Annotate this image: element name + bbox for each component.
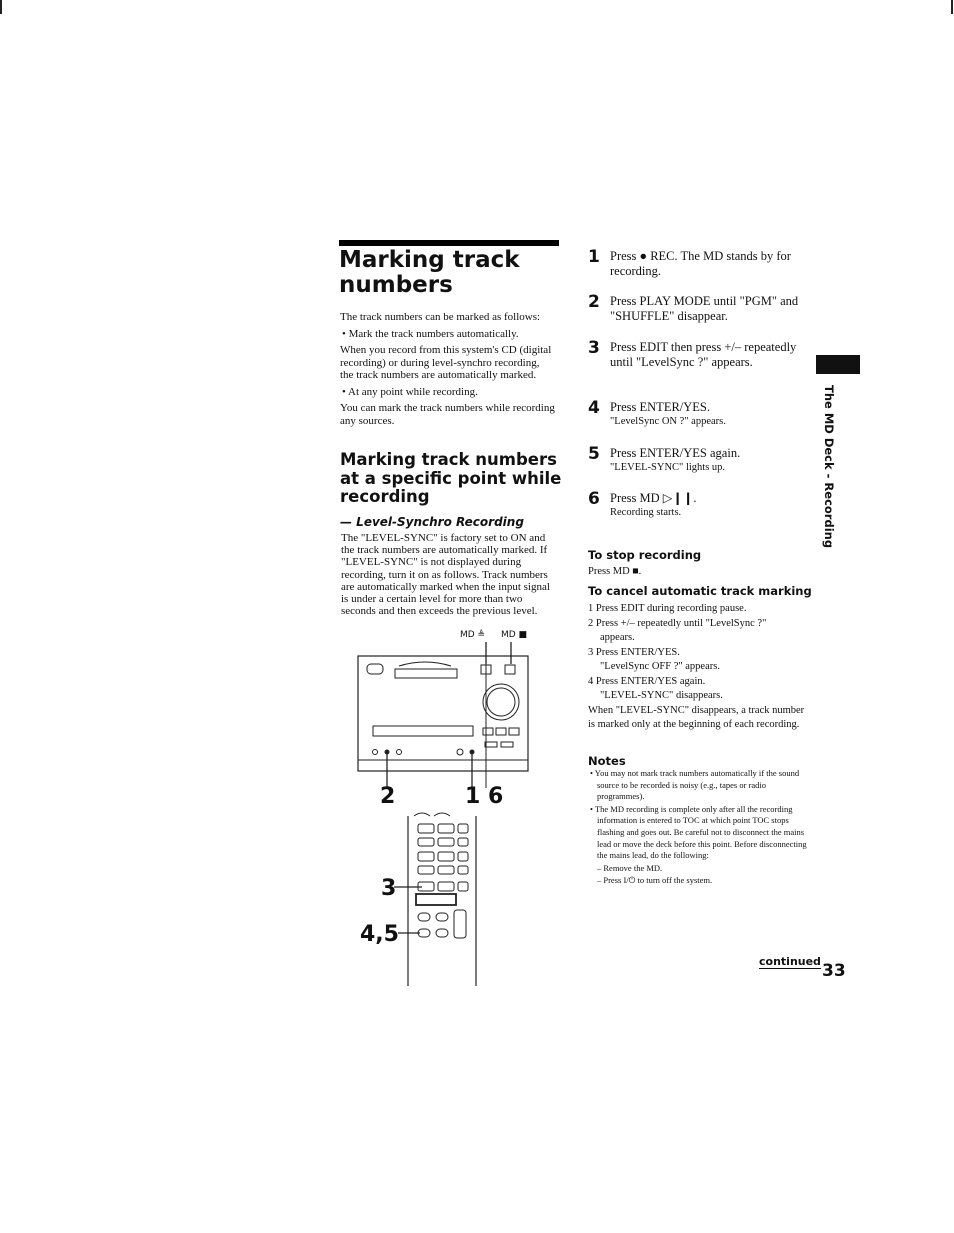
step-text: Press PLAY MODE until "PGM" and "SHUFFLE" disappear. bbox=[610, 294, 799, 323]
step-5 bbox=[588, 444, 813, 480]
cancel-step-number: 2 bbox=[588, 617, 594, 629]
step-3 bbox=[588, 338, 813, 388]
cancel-step-text: Press ENTER/YES again. bbox=[595, 675, 706, 687]
step-body bbox=[610, 491, 810, 519]
title-rule bbox=[339, 240, 559, 246]
step-text: Press MD ▷❙❙. bbox=[610, 491, 697, 505]
intro-paragraph: You can mark the track numbers while recording any sources. bbox=[340, 402, 555, 427]
step-4 bbox=[588, 398, 813, 434]
step-text: Press ENTER/YES. bbox=[610, 400, 710, 414]
section-heading: Marking track numbers at a specific point while recording bbox=[340, 450, 562, 506]
page-number: 33 bbox=[822, 961, 846, 981]
md-eject-label: MD ≜ bbox=[460, 630, 486, 640]
cancel-step bbox=[588, 602, 813, 617]
step-note: "LEVEL-SYNC" lights up. bbox=[610, 462, 726, 473]
deck-drawing bbox=[355, 642, 535, 790]
section-tab-marker bbox=[816, 355, 860, 374]
step-number: 4 bbox=[588, 398, 600, 418]
step-body bbox=[610, 400, 810, 428]
step-number: 5 bbox=[588, 444, 600, 464]
callout-step-3: 3 bbox=[381, 876, 397, 901]
cancel-step-number: 4 bbox=[588, 675, 594, 687]
notes-body bbox=[590, 768, 810, 888]
md-deck-illustration bbox=[355, 630, 535, 790]
step-number: 3 bbox=[588, 338, 600, 358]
callout-step-1-6: 1 6 bbox=[465, 784, 504, 809]
section-subheading: — Level-Synchro Recording bbox=[340, 515, 524, 529]
note-subitem: – Press I/⏻ to turn off the system. bbox=[597, 875, 713, 886]
cancel-step-continuation: appears. bbox=[600, 632, 635, 643]
step-note: Recording starts. bbox=[610, 507, 682, 518]
cancel-step bbox=[588, 675, 813, 690]
step-2 bbox=[588, 292, 813, 332]
cancel-step bbox=[588, 646, 813, 661]
cancel-step-continuation: "LevelSync OFF ?" appears. bbox=[600, 661, 720, 672]
cancel-step-text: Press ENTER/YES. bbox=[595, 646, 680, 658]
step-text: Press ● REC. The MD stands by for recording. bbox=[610, 249, 791, 278]
note-item: • The MD recording is complete only after all the recording information is entered to TOC at which point TOC stops flashing and goes out. Be careful not to disconnect the mains lead or move the deck before this point. Before disconnecting the mains lead, do the following: bbox=[590, 803, 807, 861]
side-section-label bbox=[820, 385, 836, 549]
scan-edge-mark bbox=[0, 0, 2, 14]
notes-heading: Notes bbox=[588, 754, 626, 768]
intro-bullet: • At any point while recording. bbox=[342, 385, 478, 398]
step-note: "LevelSync ON ?" appears. bbox=[610, 416, 726, 427]
step-number: 2 bbox=[588, 292, 600, 312]
section-body: The "LEVEL-SYNC" is factory set to ON and the track numbers are automatically marked. If "LEVEL-SYNC" is not displayed during recording, turn it on as follows. Track numbers are automatically marked when the input signal is under a certain level for more than two seconds and then exceeds the previous level. bbox=[341, 532, 550, 618]
note-item: • You may not mark track numbers automatically if the sound source to be recorded is noisy (e.g., tapes or radio programmes). bbox=[590, 768, 800, 802]
cancel-summary: When "LEVEL-SYNC" disappears, a track number is marked only at the beginning of each recording. bbox=[588, 705, 805, 730]
cancel-heading: To cancel automatic track marking bbox=[588, 584, 812, 598]
intro-line: The track numbers can be marked as follows: bbox=[340, 311, 541, 323]
md-stop-button bbox=[505, 665, 515, 674]
stop-heading: To stop recording bbox=[588, 548, 702, 562]
cancel-steps bbox=[588, 602, 813, 704]
callout-step-2: 2 bbox=[380, 784, 396, 809]
step-1 bbox=[588, 247, 813, 287]
intro-text bbox=[340, 311, 555, 431]
cancel-step-number: 1 bbox=[588, 603, 594, 614]
md-stop-label: MD ■ bbox=[501, 630, 528, 640]
cancel-step-continuation: "LEVEL-SYNC" disappears. bbox=[600, 690, 723, 701]
step-text: Press EDIT then press +/– repeatedly until "LevelSync ?" appears. bbox=[610, 340, 797, 369]
continued-label: continued bbox=[759, 955, 821, 968]
cancel-step-number: 3 bbox=[588, 646, 594, 658]
cancel-step bbox=[588, 617, 813, 632]
intro-paragraph: When you record from this system's CD (digital recording) or during level-synchro recording, the track numbers are automatically marked. bbox=[340, 344, 552, 381]
step-number: 1 bbox=[588, 247, 600, 267]
scan-edge-mark bbox=[951, 0, 953, 14]
page-title: Marking track numbers bbox=[339, 247, 520, 298]
intro-bullet: • Mark the track numbers automatically. bbox=[342, 327, 519, 340]
step-number: 6 bbox=[588, 489, 600, 509]
note-subitem: – Remove the MD. bbox=[597, 862, 663, 873]
side-section-text: The MD Deck - Recording bbox=[822, 385, 836, 549]
stop-body: Press MD ■. bbox=[588, 566, 642, 577]
step-6 bbox=[588, 489, 813, 525]
remote-drawing bbox=[352, 788, 512, 988]
step-body bbox=[610, 446, 810, 474]
callout-step-4-5: 4,5 bbox=[360, 922, 399, 947]
remote-control-illustration bbox=[352, 788, 512, 988]
step-text: Press ENTER/YES again. bbox=[610, 446, 741, 460]
cancel-step-text: Press +/– repeatedly until "LevelSync ?" bbox=[595, 617, 767, 629]
cancel-step-text: Press EDIT during recording pause. bbox=[595, 603, 747, 614]
